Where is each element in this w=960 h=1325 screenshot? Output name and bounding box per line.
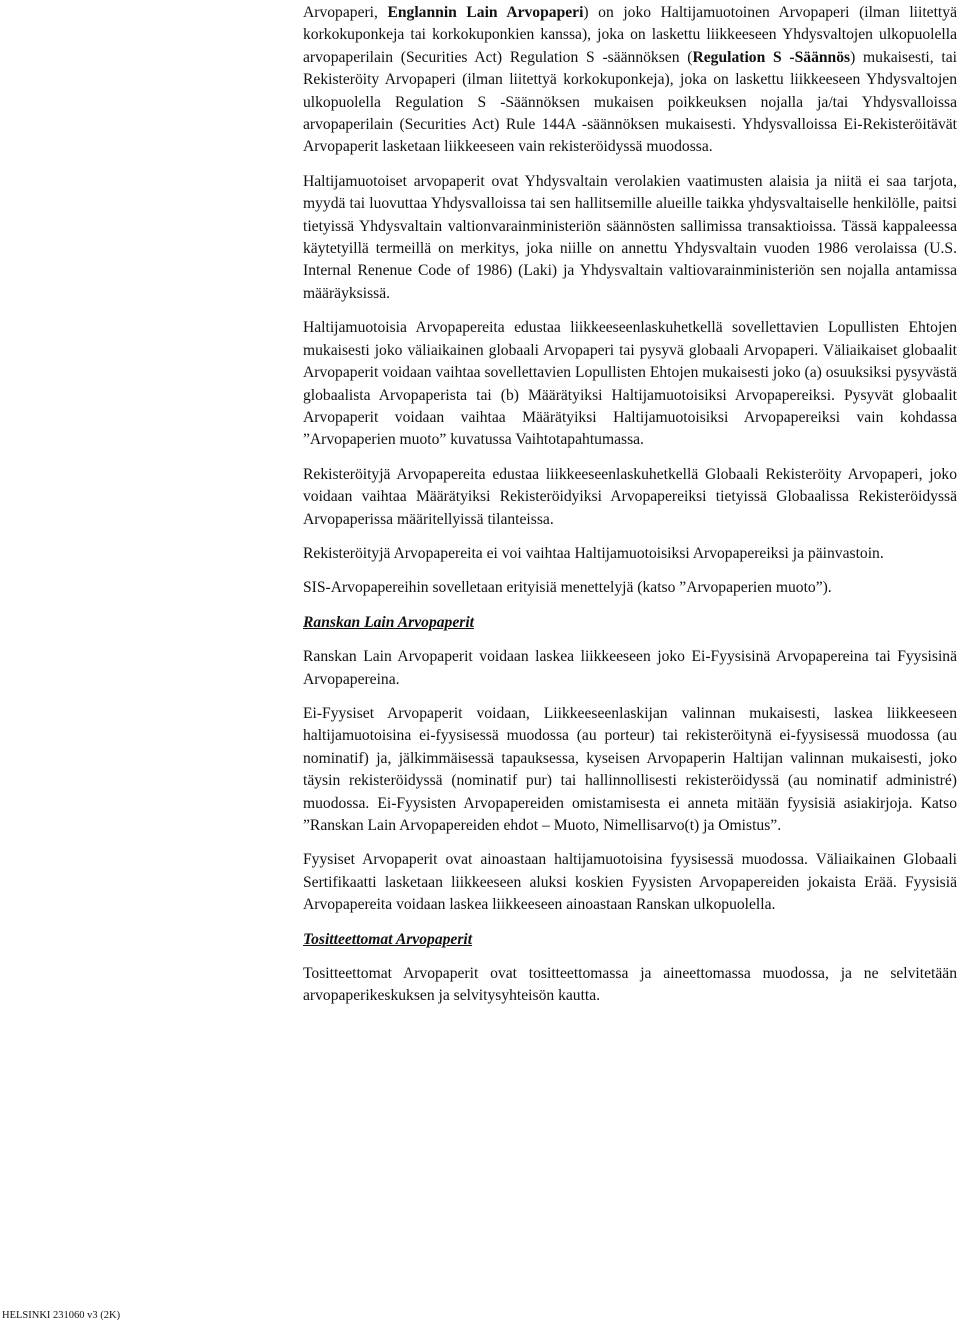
text-run: Rekisteröityjä Arvopapereita edustaa liikkeeseenlaskuhetkellä Globaali Rekisteröity Arvopaperi, joko voidaan vaihtaa Määrätyiksi Rekisteröidyiksi Arvopapereiksi tietyissä Globaalissa Rekisteröidyssä Arvopaperissa määritellyissä tilanteissa. (303, 465, 957, 528)
paragraph (303, 963, 957, 1008)
text-run: Tositteettomat Arvopaperit ovat tositteettomassa ja aineettomassa muodossa, ja ne selvitetään arvopaperikeskuksen ja selvitysyhteisön kautta. (303, 965, 957, 1005)
paragraph (303, 2, 957, 159)
bold-term: Englannin Lain Arvopaperi (387, 4, 584, 21)
paragraph (303, 317, 957, 451)
paragraph (303, 849, 957, 916)
footer-document-id: HELSINKI 231060 v3 (2K) (2, 1310, 121, 1321)
paragraph (303, 577, 957, 599)
paragraph (303, 464, 957, 531)
text-run: Fyysiset Arvopaperit ovat ainoastaan haltijamuotoisina fyysisessä muodossa. Väliaikainen Globaali Sertifikaatti lasketaan liikkeeseen aluksi koskien Fyysisten Arvopapereiden jokaista Erää. Fyysisiä Arvopapereita voidaan laskea liikkeeseen ainoastaan Ranskan ulkopuolella. (303, 851, 957, 914)
text-run: SIS-Arvopapereihin sovelletaan erityisiä menettelyjä (katso ”Arvopaperien muoto”). (303, 579, 832, 597)
text-run: ) on joko Haltijamuotoinen Arvopaperi (ilman liitettyä korkokuponkeja tai korkokuponkien kanssa), joka on laskettu liikkeeseen Yhdysvaltojen ulkopuolella arvopaperilain (Securities Act) Regulation S -säännöksen ( (303, 4, 957, 66)
paragraph (303, 646, 957, 691)
paragraph (303, 703, 957, 837)
text-run: Ranskan Lain Arvopaperit voidaan laskea liikkeeseen joko Ei-Fyysisinä Arvopapereina tai Fyysisinä Arvopapereina. (303, 648, 957, 688)
text-run: Haltijamuotoisia Arvopapereita edustaa liikkeeseenlaskuhetkellä sovellettavien Lopullisten Ehtojen mukaisesti joko väliaikainen globaali Arvopaperi tai pysyvä globaali Arvopaperi. Väliaikaiset globaalit Arvopaperit voidaan vaihtaa sovellettavien Lopullisten Ehtojen mukaisesti joko (a) osuuksiksi pysyvästä globaalista Arvopaperista tai (b) Määrätyiksi Haltijamuotoisiksi Arvopapereiksi. Pysyvät globaalit Arvopaperit voidaan vaihtaa Määrätyiksi Haltijamuotoisiksi Arvopapereiksi vain kohdassa ”Arvopaperien muoto” kuvatussa Vaihtotapahtumassa. (303, 319, 957, 449)
text-run: Haltijamuotoiset arvopaperit ovat Yhdysvaltain verolakien vaatimusten alaisia ja niitä ei saa tarjota, myydä tai luovuttaa Yhdysvalloissa tai sen hallitsemille alueille taikka yhdysvaltaiselle henkilölle, paitsi tietyissä Yhdysvaltain valtionvarainministeriön säännösten sallimissa transaktioissa. Tässä kappaleessa käytetyillä termeillä on merkitys, joka niille on annettu Yhdysvaltain vuoden 1986 verolaissa (U.S. Internal Renenue Code of 1986) (Laki) ja Yhdysvaltain valtiovarainministeriön sen nojalla antamissa määräyksissä. (303, 172, 957, 302)
text-run: Tositteettomat Arvopaperit (303, 930, 473, 948)
text-run: ) mukaisesti, tai Rekisteröity Arvopaperi (ilman liitettyä korkokuponkeja), joka on laskettu liikkeeseen Yhdysvaltojen ulkopuolella Regulation S -Säännöksen mukaisen poikkeuksen nojalla ja/tai Yhdysvalloissa arvopaperilain (Securities Act) Rule 144A -säännöksen mukaisesti. Yhdysvalloissa Ei-Rekisteröitävät Arvopaperit lasketaan liikkeeseen vain rekisteröidyssä muodossa. (303, 48, 957, 156)
paragraph (303, 171, 957, 305)
text-run: Arvopaperi, (303, 4, 388, 21)
text-run: Ei-Fyysiset Arvopaperit voidaan, Liikkeeseenlaskijan valinnan mukaisesti, laskea liikkeeseen haltijamuotoisina ei-fyysisessä muodossa (au porteur) tai rekisteröitynä ei-fyysisessä muodossa (au nominatif) ja, jälkimmäisessä tapauksessa, kyseisen Arvopaperin Haltijan valinnan mukaisesti, joko täysin rekisteröidyssä (nominatif pur) tai hallinnollisesti rekisteröidyssä (au nominatif administré) muodossa. Ei-Fyysisten Arvopapereiden omistamisesta ei anneta mitään fyysisiä asiakirjoja. Katso ”Ranskan Lain Arvopapereiden ehdot – Muoto, Nimellisarvo(t) ja Omistus”. (303, 704, 957, 834)
section-heading (303, 929, 957, 951)
bold-term: Regulation S -Säännös (692, 48, 851, 66)
document-body (303, 2, 957, 1020)
text-run: Rekisteröityjä Arvopapereita ei voi vaihtaa Haltijamuotoisiksi Arvopapereiksi ja päinvastoin. (303, 544, 884, 562)
text-run: Ranskan Lain Arvopaperit (303, 613, 474, 631)
section-heading (303, 612, 957, 634)
paragraph (303, 543, 957, 565)
